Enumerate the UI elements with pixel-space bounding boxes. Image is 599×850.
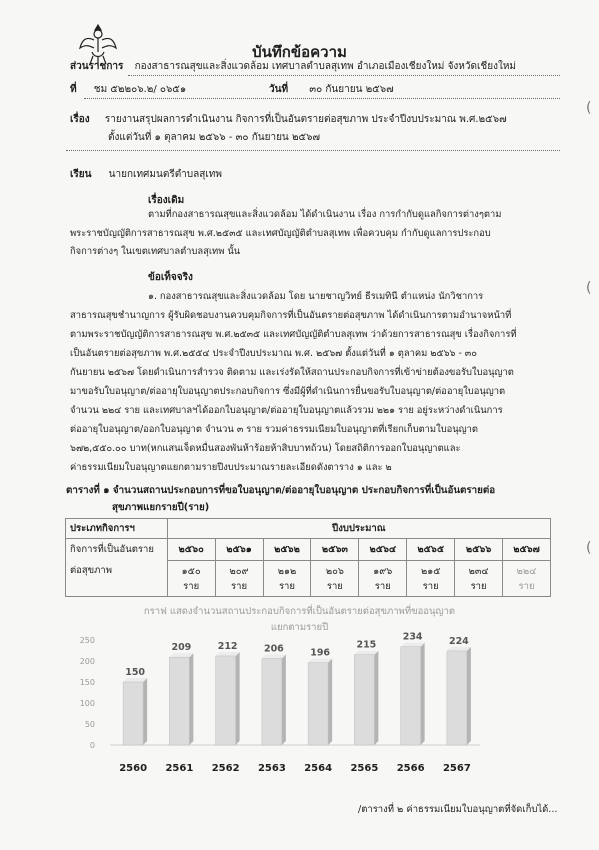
date-row: [269, 83, 394, 97]
bar-side: [236, 652, 240, 745]
facts-line: ตามพระราชบัญญัติการสาธารณสุข พ.ศ.๒๕๓๕ และเทศบัญญัติตำบลสุเทพ ว่าด้วยการสาธารณสุข เรื่องกิจการที่: [70, 329, 517, 340]
facts-heading: ข้อเท็จจริง: [148, 272, 193, 283]
background-heading: เรื่องเดิม: [148, 195, 185, 206]
table1-row-label: กิจการที่เป็นอันตราย: [66, 539, 168, 561]
background-line: ตามที่กองสาธารณสุขและสิ่งแวดล้อม ได้ดำเนินงาน เรื่อง การกำกับดูแลกิจการต่างๆตาม: [148, 209, 502, 220]
facts-line: จำนวน ๒๒๔ ราย และเทศบาลฯได้ออกใบอนุญาต/ต่ออายุใบอนุญาตแล้วรวม ๒๒๑ ราย อยู่ระหว่างดำเนินการ: [70, 405, 503, 416]
x-tick-label: 2566: [396, 763, 425, 774]
facts-line: เป็นอันตรายต่อสุขภาพ พ.ศ.๒๕๕๔ ประจำปีงบประมาณ พ.ศ. ๒๕๖๗ ตั้งแต่วันที่ ๑ ตุลาคม ๒๕๖๖ - ๓๐: [70, 348, 477, 359]
background-line: พระราชบัญญัติการสาธารณสุข พ.ศ.๒๕๓๕ และเทศบัญญัติตำบลสุเทพ เพื่อควบคุม กำกับดูแลการประกอบ: [70, 228, 491, 239]
table1-year: ๒๕๖๕: [407, 539, 455, 561]
to-row: [70, 168, 222, 182]
table1-count-cell: [503, 561, 551, 597]
bar-value-label: 234: [402, 631, 423, 643]
subject-underline: [66, 150, 560, 151]
page-edge-mark: (: [586, 540, 592, 556]
table1-count: ๒๑๒: [277, 565, 297, 577]
bar-top: [216, 652, 240, 656]
table1-row-label-2: ต่อสุขภาพ: [66, 561, 168, 597]
bar: [401, 647, 421, 745]
bar-chart: [0, 630, 599, 780]
table1-year: ๒๕๖๐: [167, 539, 215, 561]
bar-value-label: 224: [448, 635, 469, 647]
bar-value-label: 209: [171, 642, 192, 654]
table1-header-row: [66, 519, 551, 539]
table1-unit: ราย: [422, 580, 439, 592]
bar-side: [374, 651, 378, 745]
bar-value-label: 150: [125, 667, 146, 678]
table1-year: ๒๕๖๒: [263, 539, 311, 561]
bar-top: [401, 643, 425, 647]
table1-count: ๒๓๔: [468, 565, 489, 577]
ref-underline: [84, 98, 560, 99]
bar-value-label: 215: [356, 639, 377, 651]
table1-count-cell: [455, 561, 503, 597]
agency-row: [70, 60, 516, 74]
subject-line-2: ตั้งแต่วันที่ ๑ ตุลาคม ๒๕๖๖ - ๓๐ กันยายน ๒๕๖๗: [108, 132, 320, 143]
table1-count: ๑๕๐: [181, 565, 201, 577]
table1-count: ๒๐๖: [325, 565, 344, 577]
table1-caption-line-1: ตารางที่ ๑ จำนวนสถานประกอบการที่ขอใบอนุญาต/ต่ออายุใบอนุญาต ประกอบกิจการที่เป็นอันตรายต่อ: [66, 485, 496, 496]
background-line: กิจการต่างๆ ในเขตเทศบาลตำบลสุเทพ นั้น: [70, 246, 241, 257]
y-tick-label: 150: [79, 678, 95, 687]
table1: [65, 518, 551, 597]
bar-top: [447, 647, 471, 651]
table1-unit: ราย: [183, 580, 200, 592]
agency-label: ส่วนราชการ: [70, 61, 124, 72]
table1-unit: ราย: [470, 580, 487, 592]
table1-unit: ราย: [231, 580, 248, 592]
continuation-note: /ตารางที่ ๒ ค่าธรรมเนียมใบอนุญาตที่จัดเก็บได้...: [358, 804, 558, 815]
subject-row: [70, 113, 507, 127]
memo-title: บันทึกข้อความ: [252, 43, 347, 61]
table1-count: ๒๐๙: [229, 565, 249, 577]
bar-top: [123, 678, 147, 682]
table1-year: ๒๕๖๔: [359, 539, 407, 561]
bar: [447, 651, 467, 745]
y-tick-label: 250: [79, 636, 95, 645]
bar-value-label: 206: [263, 643, 284, 655]
x-tick-label: 2567: [442, 763, 471, 774]
table1-count-cell: [407, 561, 455, 597]
table1-count-cell: [263, 561, 311, 597]
page-edge-mark: (: [586, 280, 592, 296]
bar-value-label: 196: [310, 647, 331, 659]
facts-line: สาธารณสุขชำนาญการ ผู้รับผิดชอบงานควบคุมกิจการที่เป็นอันตรายต่อสุขภาพ ได้ดำเนินการตามอำนาจหน้าที่: [70, 310, 512, 321]
table1-count-cell: [311, 561, 359, 597]
chart-title-line-1: กราฟ แสดงจำนวนสถานประกอบกิจการที่เป็นอันตรายต่อสุขภาพที่ขออนุญาต: [143, 606, 456, 617]
facts-line: กันยายน ๒๕๖๗ โดยดำเนินการสำรวจ ติดตาม และเร่งรัดให้สถานประกอบกิจการที่เข้าข่ายต้องขอรับใบอนุญาต: [70, 367, 514, 378]
bar-side: [143, 678, 147, 745]
bar: [308, 663, 328, 745]
ref-label: ที่: [70, 84, 77, 95]
table1-count: ๒๑๕: [420, 565, 441, 577]
ref-value: ชม ๕๒๒๐๖.๒/ ๐๖๕๑: [93, 84, 187, 95]
table1-count-row: [66, 561, 551, 597]
facts-line: ค่าธรรมเนียมใบอนุญาตแยกตามรายปีงบประมาณรายละเอียดดังตาราง ๑ และ ๒: [70, 462, 392, 473]
table1-unit: ราย: [518, 580, 535, 592]
table1-year: ๒๕๖๑: [215, 539, 263, 561]
table1-count-cell: [359, 561, 407, 597]
subject-label: เรื่อง: [70, 114, 90, 125]
table1-count: ๑๙๖: [373, 565, 393, 577]
chart-title-line-2: แยกตามรายปี: [270, 622, 329, 633]
y-tick-label: 200: [79, 657, 95, 666]
date-value: ๓๐ กันยายน ๒๕๖๗: [309, 84, 394, 95]
x-tick-label: 2562: [211, 763, 240, 774]
bar-side: [189, 653, 193, 745]
agency-value: กองสาธารณสุขและสิ่งแวดล้อม เทศบาลตำบลสุเทพ อำเภอเมืองเชียงใหม่ จังหวัดเชียงใหม่: [134, 61, 517, 72]
x-tick-label: 2560: [119, 763, 148, 774]
date-label: วันที่: [269, 84, 289, 95]
bar: [123, 682, 143, 745]
y-tick-label: 100: [79, 699, 95, 708]
bar-top: [308, 659, 332, 663]
bar: [216, 656, 236, 745]
page-edge-mark: (: [586, 100, 592, 116]
facts-line: มาขอรับใบอนุญาต/ต่ออายุใบอนุญาตประกอบกิจการ ซึ่งมีผู้ที่ดำเนินการยื่นขอรับใบอนุญาต/ต่ออายุใบอนุญาต: [70, 386, 506, 397]
table1-unit: ราย: [278, 580, 295, 592]
y-tick-label: 50: [84, 720, 95, 729]
facts-line: ๑. กองสาธารณสุขและสิ่งแวดล้อม โดย นายชาญวิทย์ ธีรเมทินี ตำแหน่ง นักวิชาการ: [148, 291, 484, 302]
table1-year: ๒๕๖๓: [311, 539, 359, 561]
bar-side: [282, 654, 286, 745]
bar-top: [169, 653, 193, 657]
table1-count: ๒๒๔: [516, 565, 537, 577]
agency-underline: [128, 75, 560, 76]
bar-value-label: 212: [217, 640, 238, 652]
table1-col-header: ประเภทกิจการฯ: [66, 519, 168, 539]
bar: [262, 658, 282, 745]
bar-top: [262, 654, 286, 658]
table1-count-cell: [215, 561, 263, 597]
table1-year: ๒๕๖๖: [455, 539, 503, 561]
bar-side: [421, 643, 425, 745]
x-tick-label: 2565: [350, 763, 379, 774]
to-label: เรียน: [70, 169, 92, 180]
table1-unit: ราย: [374, 580, 391, 592]
ref-row: [70, 83, 186, 97]
table1-year-row: [66, 539, 551, 561]
facts-line: ต่ออายุใบอนุญาต/ออกใบอนุญาต จำนวน ๓ ราย รวมค่าธรรมเนียมใบอนุญาตที่เรียกเก็บตามใบอนุญาต: [70, 424, 479, 435]
bar-side: [328, 659, 332, 745]
bar-top: [354, 651, 378, 655]
x-tick-label: 2564: [304, 763, 333, 774]
to-value: นายกเทศมนตรีตำบลสุเทพ: [108, 169, 222, 180]
bar: [169, 657, 189, 745]
x-tick-label: 2561: [165, 763, 194, 774]
x-tick-label: 2563: [257, 763, 286, 774]
facts-line: ๖๗๒,๕๕๐.๐๐ บาท(หกแสนเจ็ดหมื่นสองพันห้าร้อยห้าสิบบาทถ้วน) โดยสถิติการออกใบอนุญาตและ: [70, 443, 461, 454]
bar-side: [467, 647, 471, 745]
table1-group-header: ปีงบประมาณ: [167, 519, 550, 539]
table1-count-cell: [167, 561, 215, 597]
table1-caption-line-2: สุขภาพแยกรายปี(ราย): [112, 502, 210, 513]
subject-line-1: รายงานสรุปผลการดำเนินงาน กิจการที่เป็นอันตรายต่อสุขภาพ ประจำปีงบประมาณ พ.ศ.๒๕๖๗: [104, 114, 507, 125]
y-tick-label: 0: [89, 741, 95, 750]
bar: [354, 655, 374, 745]
table1-year: ๒๕๖๗: [503, 539, 551, 561]
table1-unit: ราย: [326, 580, 343, 592]
